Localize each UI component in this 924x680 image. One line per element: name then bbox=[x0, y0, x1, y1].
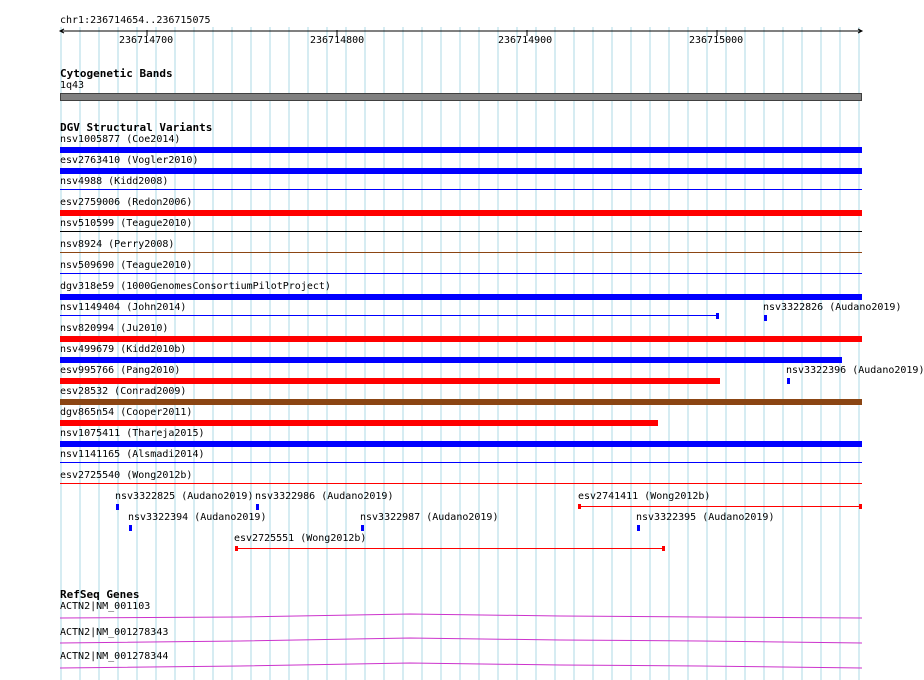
ruler-tick-label: 236714900 bbox=[498, 35, 553, 46]
ruler-tick-label: 236714700 bbox=[119, 35, 174, 46]
variant-label: nsv8924 (Perry2008) bbox=[60, 239, 175, 250]
gene-label: ACTN2|NM_001278343 bbox=[60, 627, 169, 638]
variant-label: nsv3322395 (Audano2019) bbox=[636, 512, 775, 523]
gene-model bbox=[60, 663, 862, 668]
variant-label: nsv1005877 (Coe2014) bbox=[60, 134, 181, 145]
variant-label: nsv1075411 (Thareja2015) bbox=[60, 428, 205, 439]
variant-label: esv995766 (Pang2010) bbox=[60, 365, 181, 376]
variant-label: nsv3322394 (Audano2019) bbox=[128, 512, 267, 523]
gene-label: ACTN2|NM_001103 bbox=[60, 601, 151, 612]
variant-label: esv2759006 (Redon2006) bbox=[60, 197, 193, 208]
variant-label: nsv1149404 (John2014) bbox=[60, 302, 187, 313]
variant-label: dgv865n54 (Cooper2011) bbox=[60, 407, 193, 418]
variant-label: esv2725551 (Wong2012b) bbox=[234, 533, 367, 544]
variant-label: esv28532 (Conrad2009) bbox=[60, 386, 187, 397]
variant-label: esv2741411 (Wong2012b) bbox=[578, 491, 711, 502]
variant-label: nsv4988 (Kidd2008) bbox=[60, 176, 169, 187]
ruler-tick-label: 236714800 bbox=[310, 35, 365, 46]
gene-model bbox=[60, 638, 862, 643]
cytoband-track-title: Cytogenetic Bands bbox=[60, 67, 173, 80]
variant-label: esv2725540 (Wong2012b) bbox=[60, 470, 193, 481]
variant-label: nsv820994 (Ju2010) bbox=[60, 323, 169, 334]
dgv-track-title: DGV Structural Variants bbox=[60, 121, 213, 134]
refseq-track-title: RefSeq Genes bbox=[60, 588, 140, 601]
ruler-tick-label: 236715000 bbox=[689, 35, 744, 46]
variant-label: nsv3322825 (Audano2019) bbox=[115, 491, 254, 502]
variant-label: nsv3322987 (Audano2019) bbox=[360, 512, 499, 523]
gene-label: ACTN2|NM_001278344 bbox=[60, 651, 169, 662]
variant-label: esv2763410 (Vogler2010) bbox=[60, 155, 199, 166]
cytoband-label: 1q43 bbox=[60, 80, 85, 91]
variant-label: nsv3322826 (Audano2019) bbox=[763, 302, 902, 313]
variant-label: nsv3322986 (Audano2019) bbox=[255, 491, 394, 502]
variant-label: nsv1141165 (Alsmadi2014) bbox=[60, 449, 205, 460]
variant-label: nsv3322396 (Audano2019) bbox=[786, 365, 924, 376]
ruler-location: chr1:236714654..236715075 bbox=[60, 15, 211, 26]
variant-label: nsv499679 (Kidd2010b) bbox=[60, 344, 187, 355]
gene-model bbox=[60, 614, 862, 618]
variant-label: nsv510599 (Teague2010) bbox=[60, 218, 193, 229]
variant-label: nsv509690 (Teague2010) bbox=[60, 260, 193, 271]
variant-label: dgv318e59 (1000GenomesConsortiumPilotProject) bbox=[60, 281, 331, 292]
